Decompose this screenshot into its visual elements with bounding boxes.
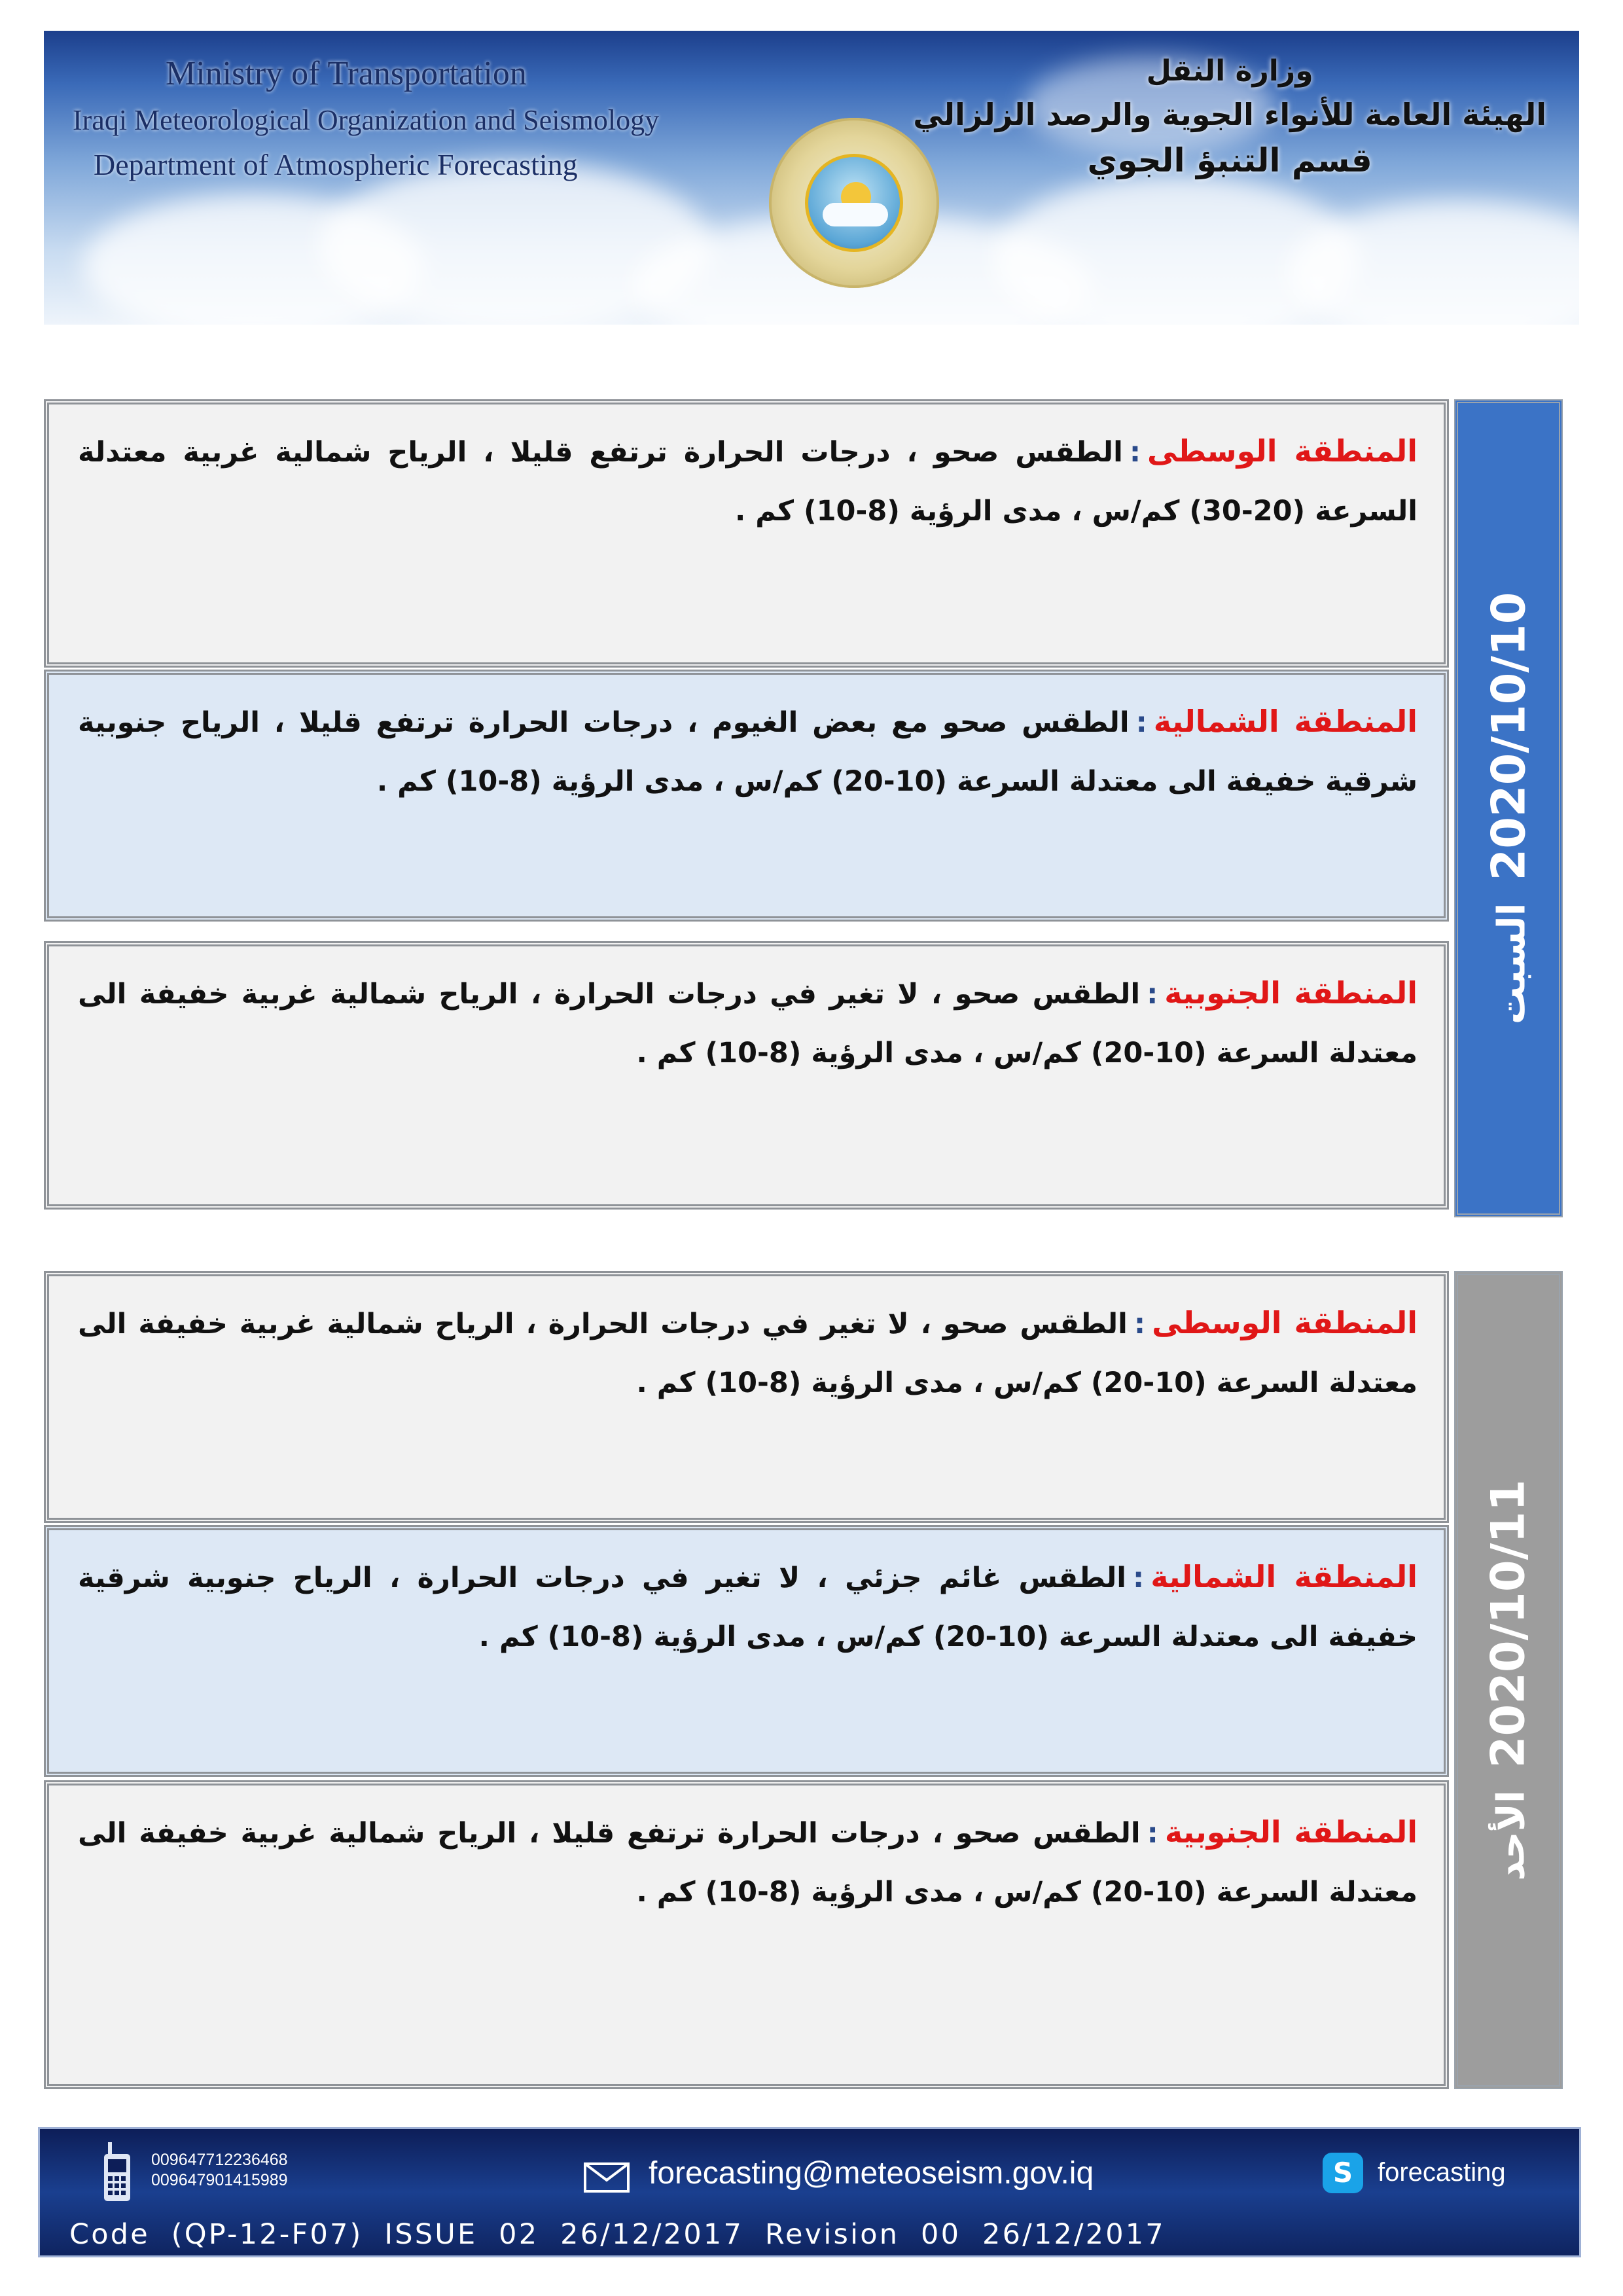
skype-icon: S: [1323, 2153, 1363, 2193]
date-label: [1482, 592, 1535, 1025]
region-colon: :: [1147, 1817, 1158, 1850]
cloud-icon: [823, 203, 888, 226]
region-colon: :: [1135, 706, 1147, 739]
footer-bar: [38, 2127, 1581, 2257]
region-name: المنطقة الجنوبية: [1164, 975, 1418, 1011]
forecast-south-day1: [44, 941, 1449, 1210]
forecast-central-day2: [44, 1271, 1449, 1523]
region-name: المنطقة الشمالية: [1153, 704, 1418, 739]
region-name: المنطقة الوسطى: [1152, 1305, 1418, 1340]
region-forecast-text: الطقس غائم جزئي ، لا تغير في درجات الحرارة ، الرياح جنوبية شرقية خفيفة الى معتدلة السرعة (10-20) كم/س ، مدى الرؤية (8-10) كم .: [78, 1562, 1418, 1653]
region-forecast-text: الطقس صحو ، لا تغير في درجات الحرارة ، الرياح شمالية غربية خفيفة الى معتدلة السرعة (10-20) كم/س ، مدى الرؤية (8-10) كم .: [78, 978, 1418, 1069]
header-banner: [44, 31, 1579, 325]
date-value: 2020/10/11: [1482, 1479, 1535, 1768]
skype-name: forecasting: [1378, 2158, 1506, 2187]
phone-number-2: 009647901415989: [151, 2171, 288, 2189]
phone-icon: [103, 2141, 132, 2202]
header-arabic: [913, 54, 1546, 179]
region-name: المنطقة الشمالية: [1150, 1559, 1418, 1594]
forecast-north-day1: [44, 670, 1449, 922]
forecast-central-day1: [44, 399, 1449, 668]
organization-name-ar: الهيئة العامة للأنواء الجوية والرصد الزلزالي: [913, 97, 1546, 132]
forecast-south-day2: [44, 1780, 1449, 2089]
region-name: المنطقة الجنوبية: [1164, 1814, 1418, 1850]
region-colon: :: [1147, 978, 1158, 1011]
region-forecast-text: الطقس صحو مع بعض الغيوم ، درجات الحرارة ترتفع قليلا ، الرياح جنوبية شرقية خفيفة الى معتدلة السرعة (10-20) كم/س ، مدى الرؤية (8-10) كم .: [78, 706, 1418, 798]
date-panel-day1: [1454, 399, 1563, 1217]
department-name-en: Department of Atmospheric Forecasting: [94, 148, 578, 181]
email-address[interactable]: forecasting@meteoseism.gov.iq: [649, 2156, 1094, 2191]
region-colon: :: [1133, 1308, 1146, 1340]
day-name: السبت: [1489, 903, 1534, 1025]
forecast-north-day2: [44, 1525, 1449, 1777]
region-colon: :: [1129, 436, 1141, 469]
date-value: 2020/10/10: [1482, 592, 1536, 881]
region-name: المنطقة الوسطى: [1147, 433, 1418, 469]
header-english: [73, 54, 659, 182]
day-name: الأحد: [1489, 1790, 1533, 1881]
date-label: [1482, 1479, 1535, 1880]
phone-numbers: [151, 2150, 288, 2191]
ministry-name-ar: وزارة النقل: [1146, 54, 1313, 88]
region-forecast-text: الطقس صحو ، لا تغير في درجات الحرارة ، الرياح شمالية غربية خفيفة الى معتدلة السرعة (10-20) كم/س ، مدى الرؤية (8-10) كم .: [78, 1308, 1418, 1399]
phone-number-1: 009647712236468: [151, 2151, 288, 2169]
region-forecast-text: الطقس صحو ، درجات الحرارة ترتفع قليلا ، الرياح شمالية غربية خفيفة الى معتدلة السرعة (10-20) كم/س ، مدى الرؤية (8-10) كم .: [78, 1817, 1418, 1909]
ministry-name-en: Ministry of Transportation: [166, 55, 527, 92]
department-name-ar: قسم التنبؤ الجوي: [1087, 141, 1372, 179]
region-forecast-text: الطقس صحو ، درجات الحرارة ترتفع قليلا ، الرياح شمالية غربية معتدلة السرعة (20-30) كم/س ، مدى الرؤية (8-10) كم .: [78, 436, 1418, 528]
mail-icon: [583, 2162, 630, 2193]
date-panel-day2: [1454, 1271, 1563, 2089]
document-code: Code (QP-12-F07) ISSUE 02 26/12/2017 Revision 00 26/12/2017: [69, 2218, 1166, 2251]
organization-name-en: Iraqi Meteorological Organization and Seismology: [73, 104, 660, 136]
region-colon: :: [1133, 1562, 1145, 1594]
